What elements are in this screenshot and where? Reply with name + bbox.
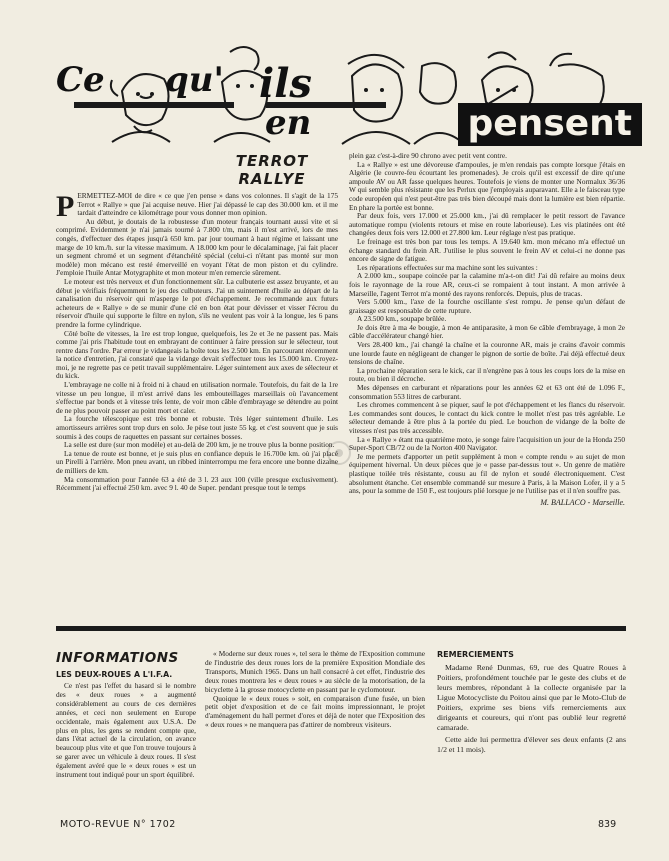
informations-paragraph: « Moderne sur deux roues », tel sera le thème de l'Exposition commune de l'industrie des deux roues lors de la première Exposition Mondiale des Transports, Munich 1965. Dans un hall consacré à cet effet, l'industrie des deux roues montrera les « deux roues » au siècle de la motorisation, de la bicyclette à la grosse motocyclette en passant par le cyclomoteur. <box>205 649 425 694</box>
article-paragraph: Côté boîte de vitesses, la 1re est trop longue, quelquefois, les 2e et 3e ne passent pas. Mais comme j'ai pris l'habitude tout en embrayant de continuer à faire pression sur le sélecteur, tout rentre dans l'ordre. Par erreur je vidangeais la boîte tous les 2.500 km. En parcourant récemment la notice d'entretien, j'ai constaté que la vidange devait s'effectuer tous les 15.000 km. Croyez-moi, je ne regrette pas ce petit travail supplémentaire. Léger suintement aux axes de sélecteur et du kick. <box>56 328 338 381</box>
header-word-1: Ce <box>56 60 105 100</box>
article-signature: M. BALLACO - Marseille. <box>540 497 625 507</box>
article-paragraph: Les chromes commencent à se piquer, sauf le pot d'échappement et les flancs du réservoir. Les commandes sont douces, le contact du kick contre le mollet n'est pas très agréable. Le sélecteur demande à être plus à la portée du pied. Le bouchon de vidange de la boîte de vitesses n'est pas très accessible. <box>349 400 625 435</box>
footer-page-number: 839 <box>598 819 617 830</box>
article-title <box>206 152 338 188</box>
article-right-column <box>349 152 625 507</box>
article-paragraph: La prochaine réparation sera le kick, car il n'engrène pas à tous les coups lors de la mise en route, ou bien il décroche. <box>349 365 625 384</box>
article-paragraph: L'embrayage ne colle ni à froid ni à chaud en utilisation normale. Toutefois, du fait de la 1re vitesse un peu longue, il m'est arrivé dans les embouteillages marseillais où l'avancement s'effectue par bonds et à vitesse très lente, de voir mon câble d'embrayage se détendre au point de ne plus pouvoir passer au point mort et caler. <box>56 380 338 415</box>
article-paragraph: Par deux fois, vers 17.000 et 25.000 km., j'ai dû remplacer le petit ressort de l'avance automatique rompu (violents retours et mise en route laborieuse). Les vis platinées ont été changées deux fois vers 12.000 et 27.800 km. Leur réglage n'est pas pratique. <box>349 211 625 238</box>
remerciements-body <box>437 663 626 755</box>
article-left-column <box>56 152 338 493</box>
informations-body-1 <box>56 682 196 780</box>
remerciements-paragraph: Cette aide lui permettra d'élever ses deux enfants (2 ans 1/2 et 11 mois). <box>437 735 626 754</box>
article-paragraph: Les réparations effectuées sur ma machine sont les suivantes : <box>357 262 538 272</box>
article-body-right <box>349 152 625 496</box>
article-paragraph: Je dois être à ma 4e bougie, à mon 4e antiparasite, à mon 6e câble d'embrayage, à mon 2e câble d'accélérateur changé hier. <box>349 322 625 341</box>
informations-title: INFORMATIONS <box>56 650 179 666</box>
header-word-2: qu' <box>165 60 224 100</box>
informations-column-1 <box>56 650 196 780</box>
remerciements-title: REMERCIEMENTS <box>437 650 514 659</box>
article-paragraph: Au début, je doutais de la robustesse d'un moteur français tournant aussi vite et si comprimé. Evidemment je n'ai jamais tourné à 7.800 t/m, mais il m'est arrivé, lors de mes congés, d'effectuer des étapes jusqu'à 650 km. par jour tournant à haut régime et laissant une marge de 10 km./h. sur la vitesse maximum. A 18.000 km pour le décalaminage, j'ai fait placer un segment chromé et un segment d'étanchéité spécial (celui-ci n'étant pas monté sur mon modèle) mon mécano est resté émerveillé en voyant l'état de mon piston et du cylindre. J'emploie l'huile Antar Motygraphite et mon moteur m'en remercie sûrement. <box>56 216 338 278</box>
article-paragraph: Le freinage est très bon par tous les temps. A 19.640 km. mon mécano m'a effectué un échange standard du frein AR. J'utilise le plus souvent le frein AV et celui-ci ne donne pas encore de signe de fatigue. <box>349 236 625 264</box>
article-title-line-1: TERROT <box>235 152 309 170</box>
informations-body-2 <box>205 650 425 730</box>
informations-paragraph: Ce n'est pas l'effet du hasard si le nombre des « deux roues » a augmenté considérablement au cours de ces dernières années, et ceci non seulement en Europe occidentale, mais également aux U.S.A. De plus en plus, les gens se rendent compte que, dans l'état actuel de la circulation, on avance beaucoup plus vite et que l'on trouve toujours à se garer avec un véhicule à deux roues. Il s'est également avéré que le « deux roues » est un instrument tout indiqué pour un sport équilibré. <box>56 681 196 780</box>
article-paragraph: Le moteur est très nerveux et d'un fonctionnement sûr. La culbuterie est assez bruyante, et au début je vérifiais fréquemment le jeu des culbuteurs. J'ai un suintement d'huile au départ de la canalisation du réservoir qui m'asperge le pot d'échappement. Je recommande aux futurs acheteurs de « Rallye » de se munir d'une clé en bon état pour dévisser et visser l'écrou du réservoir d'huile qui supporte le filtre en nylon, s'ils ne veulent pas voir à la longue, les 6 pans prendre la forme cylindrique. <box>56 276 338 329</box>
article-paragraph: La fourche télescopique est très bonne et robuste. Très léger suintement d'huile. Les amortisseurs arrières sont trop durs en solo. Je pèse tout juste 55 kg. et c'est souvent que je suis soumis à des coups de raquettes en passant sur certaines bosses. <box>56 414 338 441</box>
article-paragraph: A 2.000 km., soupape coincée par la calamine m'a-t-on dit! J'ai dû refaire au moins deux fois le rayonnage de la roue AR, ceux-ci se rompaient à tout instant. A mon arrivée à Marseille, l'agent Terrot m'a monté des rayons renforcés. Depuis, plus de tracas. <box>349 271 625 298</box>
article-paragraph: Mes dépenses en carburant et réparations pour les années 62 et 63 ont été de 1.096 F., consommation 553 litres de carburant. <box>349 383 625 401</box>
section-divider <box>56 626 626 631</box>
article-paragraph: Ma consommation pour l'année 63 a été de 3 l. 23 aux 100 (ville presque exclusivement). Récemment j'ai effectué 250 km. avec 9 l. 40 de Super. pendant presque tout le temps <box>56 474 338 493</box>
header-word-3: ils <box>259 60 312 107</box>
remerciements-paragraph: Madame René Dunmas, 69, rue des Quatre Roues à Poitiers, profondément touchée par le geste des clubs et de leurs membres, répondant à la collecte organisée par la Ligue Motocycliste du Poitou ainsi que par le Moto-Club de Poitiers, exprime ses biens vifs remerciements aux dirigeants et coureurs, qui n'ont pas oublié leur regretté camarade. <box>437 663 626 732</box>
article-paragraph: A 23.500 km., soupape brûlée. <box>357 314 447 324</box>
article-paragraph: plein gaz c'est-à-dire 90 chrono avec petit vent contre. <box>349 151 507 160</box>
remerciements-column <box>437 650 626 757</box>
informations-paragraph: Quoique le « deux roues » soit, en comparaison d'une fusée, un bien petit objet d'exposition et de ce fait moins impressionnant, le projet d'aménagement du hall permet d'ores et déjà de noter que l'Exposition des « deux roues » ne manquera pas d'attirer de nombreux visiteurs. <box>205 693 425 730</box>
header-word-4: en <box>265 103 312 143</box>
article-paragraph: Vers 5.000 km., l'axe de la fourche oscillante s'est rompu. Je pense qu'un défaut de graissage est responsable de cette rupture. <box>349 297 625 315</box>
article-paragraph: ERMETTEZ-MOI de dire « ce que j'en pense » dans vos colonnes. Il s'agit de la 175 Terrot « Rallye » que j'ai acquise neuve. Hier j'ai dépassé le cap des 30.000 km. et il me tardait d'atteindre ce kilométrage pour vous donner mon opinion. <box>77 191 338 218</box>
watermark-icon <box>326 440 352 466</box>
article-paragraph: La selle est dure (sur mon modèle) et au-delà de 200 km, je ne trouve plus la bonne position. <box>64 440 335 450</box>
article-paragraph: Je me permets d'apporter un petit supplément à mon « compte rendu » au sujet de mon équipement hivernal. Un deux pièces que je « passe par-dessus tout ». Un genre de matière plastique toilée très résistante, cousu au fil de nylon et soudé électroniquement. C'est absolument étanche. Cet ensemble commandé sur mesure à Paris, à la Maison Lofer, il y a 5 ans, pour la somme de 150 F., est toujours plié lorsque je ne l'utilise pas et il n'en souffre pas. <box>349 451 625 496</box>
article-body-left <box>56 192 338 493</box>
informations-column-2 <box>205 650 425 730</box>
article-title-line-2: RALLYE <box>238 170 306 188</box>
footer-magazine: MOTO-REVUE N° 1702 <box>60 819 176 830</box>
header-word-5: pensent <box>458 103 643 146</box>
informations-subtitle: LES DEUX-ROUES A L'I.F.A. <box>56 670 173 679</box>
article-paragraph: La tenue de route est bonne, et je suis plus en confiance depuis le 16.700e km. où j'ai placé un Pirelli à l'arrière. Mon pneu avant, un ribbed ininterrompu me fera encore une bonne dizaine de milliers de km. <box>56 448 338 475</box>
header-banner <box>52 36 646 148</box>
dropcap-letter: P <box>56 190 75 223</box>
article-paragraph: La « Rallye » étant ma quatrième moto, je songe faire l'acquisition un jour de la Honda 250 Super-Sport CB/72 ou de la Norton 400 Navigator. <box>349 434 625 453</box>
article-paragraph: La « Rallye » est une dévoreuse d'ampoules, je m'en rendais pas compte lorsque j'étais en Algérie (le couvre-feu écourtant les promenades). Je crois qu'il est excessif de dire qu'une ampoule AV ou AR fasse quelques heures. Toutefois je viens de monter une Normalux 36/36 W qui semble plus résistante que les Perlux que j'employais auparavant. Elle a le faisceau type code européen qui n'est peut-être pas très bien découpé mais dont la lumière est bien répartie. En phare la portée est bonne. <box>349 159 625 212</box>
article-paragraph: Vers 28.400 km., j'ai changé la chaîne et la couronne AR, mais je crains d'avoir commis une lourde faute en négligeant de changer le pignon de sortie de boîte. J'ai déjà effectué deux tensions de chaîne. <box>349 340 625 367</box>
